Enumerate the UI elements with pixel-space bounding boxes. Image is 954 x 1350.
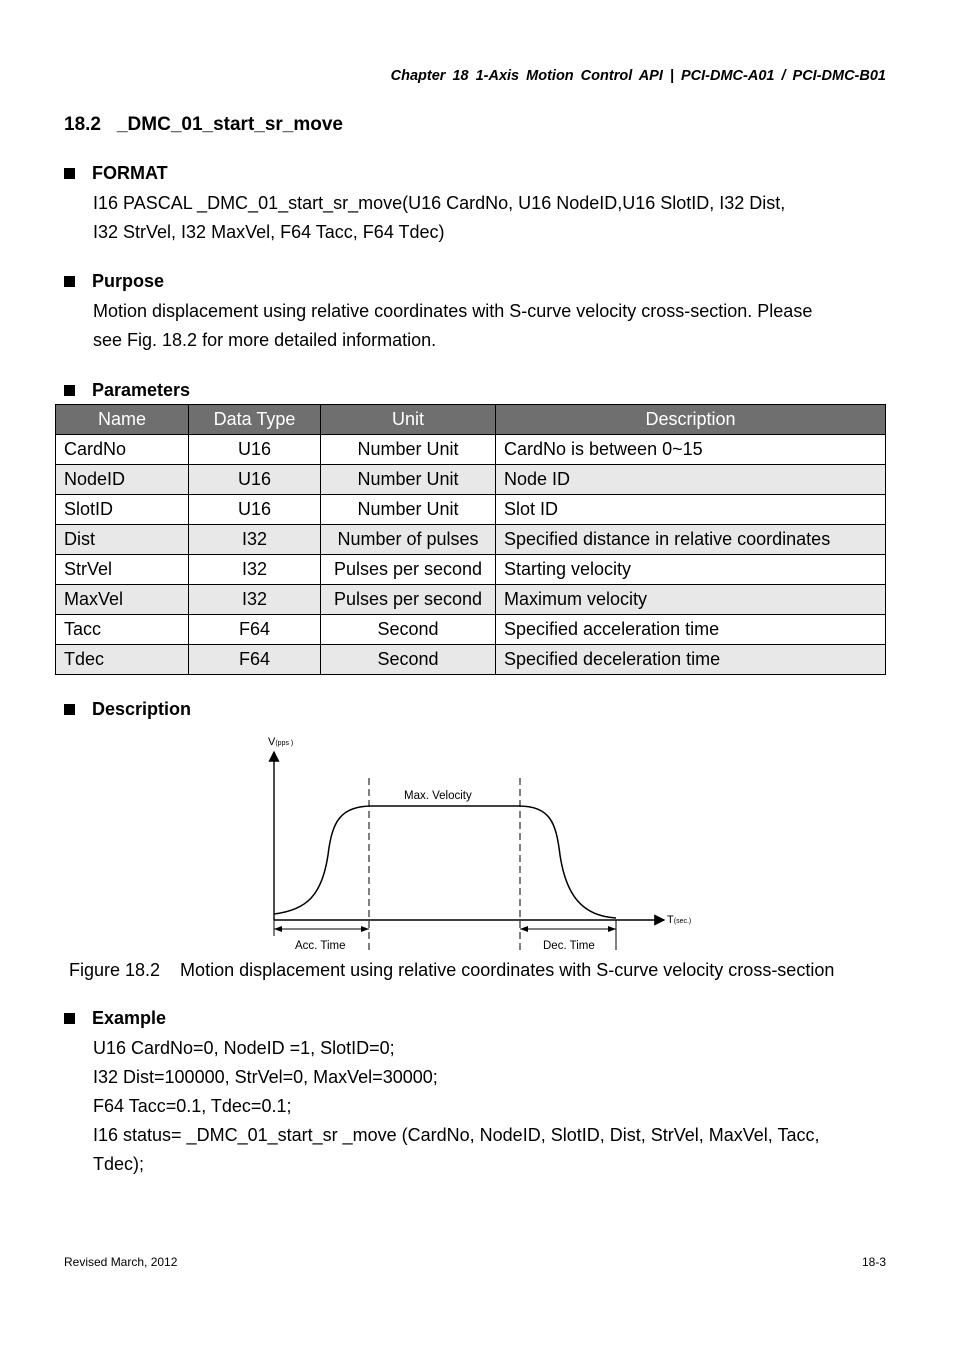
param-type: U16: [189, 465, 321, 495]
param-type: U16: [189, 495, 321, 525]
param-name: Dist: [56, 525, 189, 555]
param-description: CardNo is between 0~15: [496, 435, 886, 465]
description-heading-label: Description: [92, 699, 192, 719]
bullet-square-icon: [64, 168, 75, 179]
table-row: [56, 525, 886, 555]
purpose-line: see Fig. 18.2 for more detailed information.: [93, 330, 437, 350]
param-unit: Number Unit: [321, 465, 496, 495]
dec-time-label: Dec. Time: [543, 940, 595, 952]
format-line: I32 StrVel, I32 MaxVel, F64 Tacc, F64 Tdec): [93, 222, 445, 242]
param-name: SlotID: [56, 495, 189, 525]
parameters-heading-label: Parameters: [92, 380, 191, 400]
format-line: I16 PASCAL _DMC_01_start_sr_move(U16 CardNo, U16 NodeID,U16 SlotID, I32 Dist,: [93, 193, 786, 213]
velocity-curve: [274, 806, 616, 918]
param-type: F64: [189, 645, 321, 675]
param-type: I32: [189, 585, 321, 615]
param-description: Node ID: [496, 465, 886, 495]
description-heading: [64, 699, 191, 720]
param-description: Specified acceleration time: [496, 615, 886, 645]
example-line: I16 status= _DMC_01_start_sr _move (CardNo, NodeID, SlotID, Dist, StrVel, MaxVel, Tacc,: [93, 1125, 820, 1145]
param-description: Specified deceleration time: [496, 645, 886, 675]
param-name: StrVel: [56, 555, 189, 585]
param-unit: Pulses per second: [321, 585, 496, 615]
y-axis-unit-label: (pps ): [275, 740, 294, 747]
param-name: Tacc: [56, 615, 189, 645]
table-row: [56, 465, 886, 495]
param-description: Specified distance in relative coordinates: [496, 525, 886, 555]
param-name: NodeID: [56, 465, 189, 495]
example-line: U16 CardNo=0, NodeID =1, SlotID=0;: [93, 1038, 395, 1058]
param-unit: Second: [321, 615, 496, 645]
column-header: Description: [496, 405, 886, 435]
y-axis-main-label: V: [268, 736, 276, 748]
purpose-line: Motion displacement using relative coordinates with S-curve velocity cross-section. Please: [93, 301, 813, 321]
parameters-table: [55, 404, 886, 675]
section-title: [64, 114, 343, 136]
table-row: [56, 615, 886, 645]
param-name: Tdec: [56, 645, 189, 675]
footer-page-number: 18-3: [861, 1255, 886, 1269]
example-heading: [64, 1008, 166, 1029]
param-unit: Number Unit: [321, 495, 496, 525]
column-header: Name: [56, 405, 189, 435]
column-header: Unit: [321, 405, 496, 435]
section-number: 18.2: [64, 114, 101, 135]
param-type: F64: [189, 615, 321, 645]
table-row: [56, 555, 886, 585]
x-axis-main-label: T: [667, 914, 674, 926]
format-heading-label: FORMAT: [92, 163, 168, 183]
param-type: I32: [189, 555, 321, 585]
param-type: I32: [189, 525, 321, 555]
param-type: U16: [189, 435, 321, 465]
example-line: Tdec);: [93, 1154, 145, 1174]
table-row: [56, 585, 886, 615]
parameters-heading: [64, 380, 190, 401]
purpose-heading: [64, 271, 164, 292]
example-code: [93, 1034, 819, 1179]
example-line: F64 Tacc=0.1, Tdec=0.1;: [93, 1096, 292, 1116]
footer-revision: Revised March, 2012: [64, 1255, 178, 1269]
bullet-square-icon: [64, 704, 75, 715]
param-name: CardNo: [56, 435, 189, 465]
table-header-row: [56, 405, 886, 435]
dec-arrowhead-left: [520, 926, 528, 932]
page-header: Chapter 18 1-Axis Motion Control API | PCI-DMC-A01 / PCI-DMC-B01: [390, 68, 886, 84]
acc-time-label: Acc. Time: [295, 940, 346, 952]
acc-arrowhead-left: [274, 926, 282, 932]
bullet-square-icon: [64, 1013, 75, 1024]
acc-arrowhead-right: [361, 926, 369, 932]
x-axis-label: [667, 914, 691, 926]
bullet-square-icon: [64, 385, 75, 396]
dec-arrowhead-right: [608, 926, 616, 932]
purpose-heading-label: Purpose: [92, 271, 165, 291]
max-velocity-label: Max. Velocity: [404, 790, 472, 802]
param-description: Maximum velocity: [496, 585, 886, 615]
table-row: [56, 645, 886, 675]
purpose-text: [93, 297, 812, 355]
param-name: MaxVel: [56, 585, 189, 615]
bullet-square-icon: [64, 276, 75, 287]
x-axis-unit-label: (sec.): [673, 918, 692, 925]
example-line: I32 Dist=100000, StrVel=0, MaxVel=30000;: [93, 1067, 438, 1087]
column-header: Data Type: [189, 405, 321, 435]
format-text: [93, 189, 785, 247]
format-heading: [64, 163, 168, 184]
y-axis-label: [268, 736, 293, 748]
param-unit: Second: [321, 645, 496, 675]
param-unit: Pulses per second: [321, 555, 496, 585]
example-heading-label: Example: [92, 1008, 167, 1028]
table-row: [56, 435, 886, 465]
s-curve-velocity-figure: [262, 730, 702, 955]
function-name: _DMC_01_start_sr_move: [116, 114, 343, 135]
param-description: Slot ID: [496, 495, 886, 525]
figure-caption: Figure 18.2 Motion displacement using relative coordinates with S-curve velocity cross-section: [69, 960, 835, 980]
param-unit: Number Unit: [321, 435, 496, 465]
table-row: [56, 495, 886, 525]
param-unit: Number of pulses: [321, 525, 496, 555]
param-description: Starting velocity: [496, 555, 886, 585]
